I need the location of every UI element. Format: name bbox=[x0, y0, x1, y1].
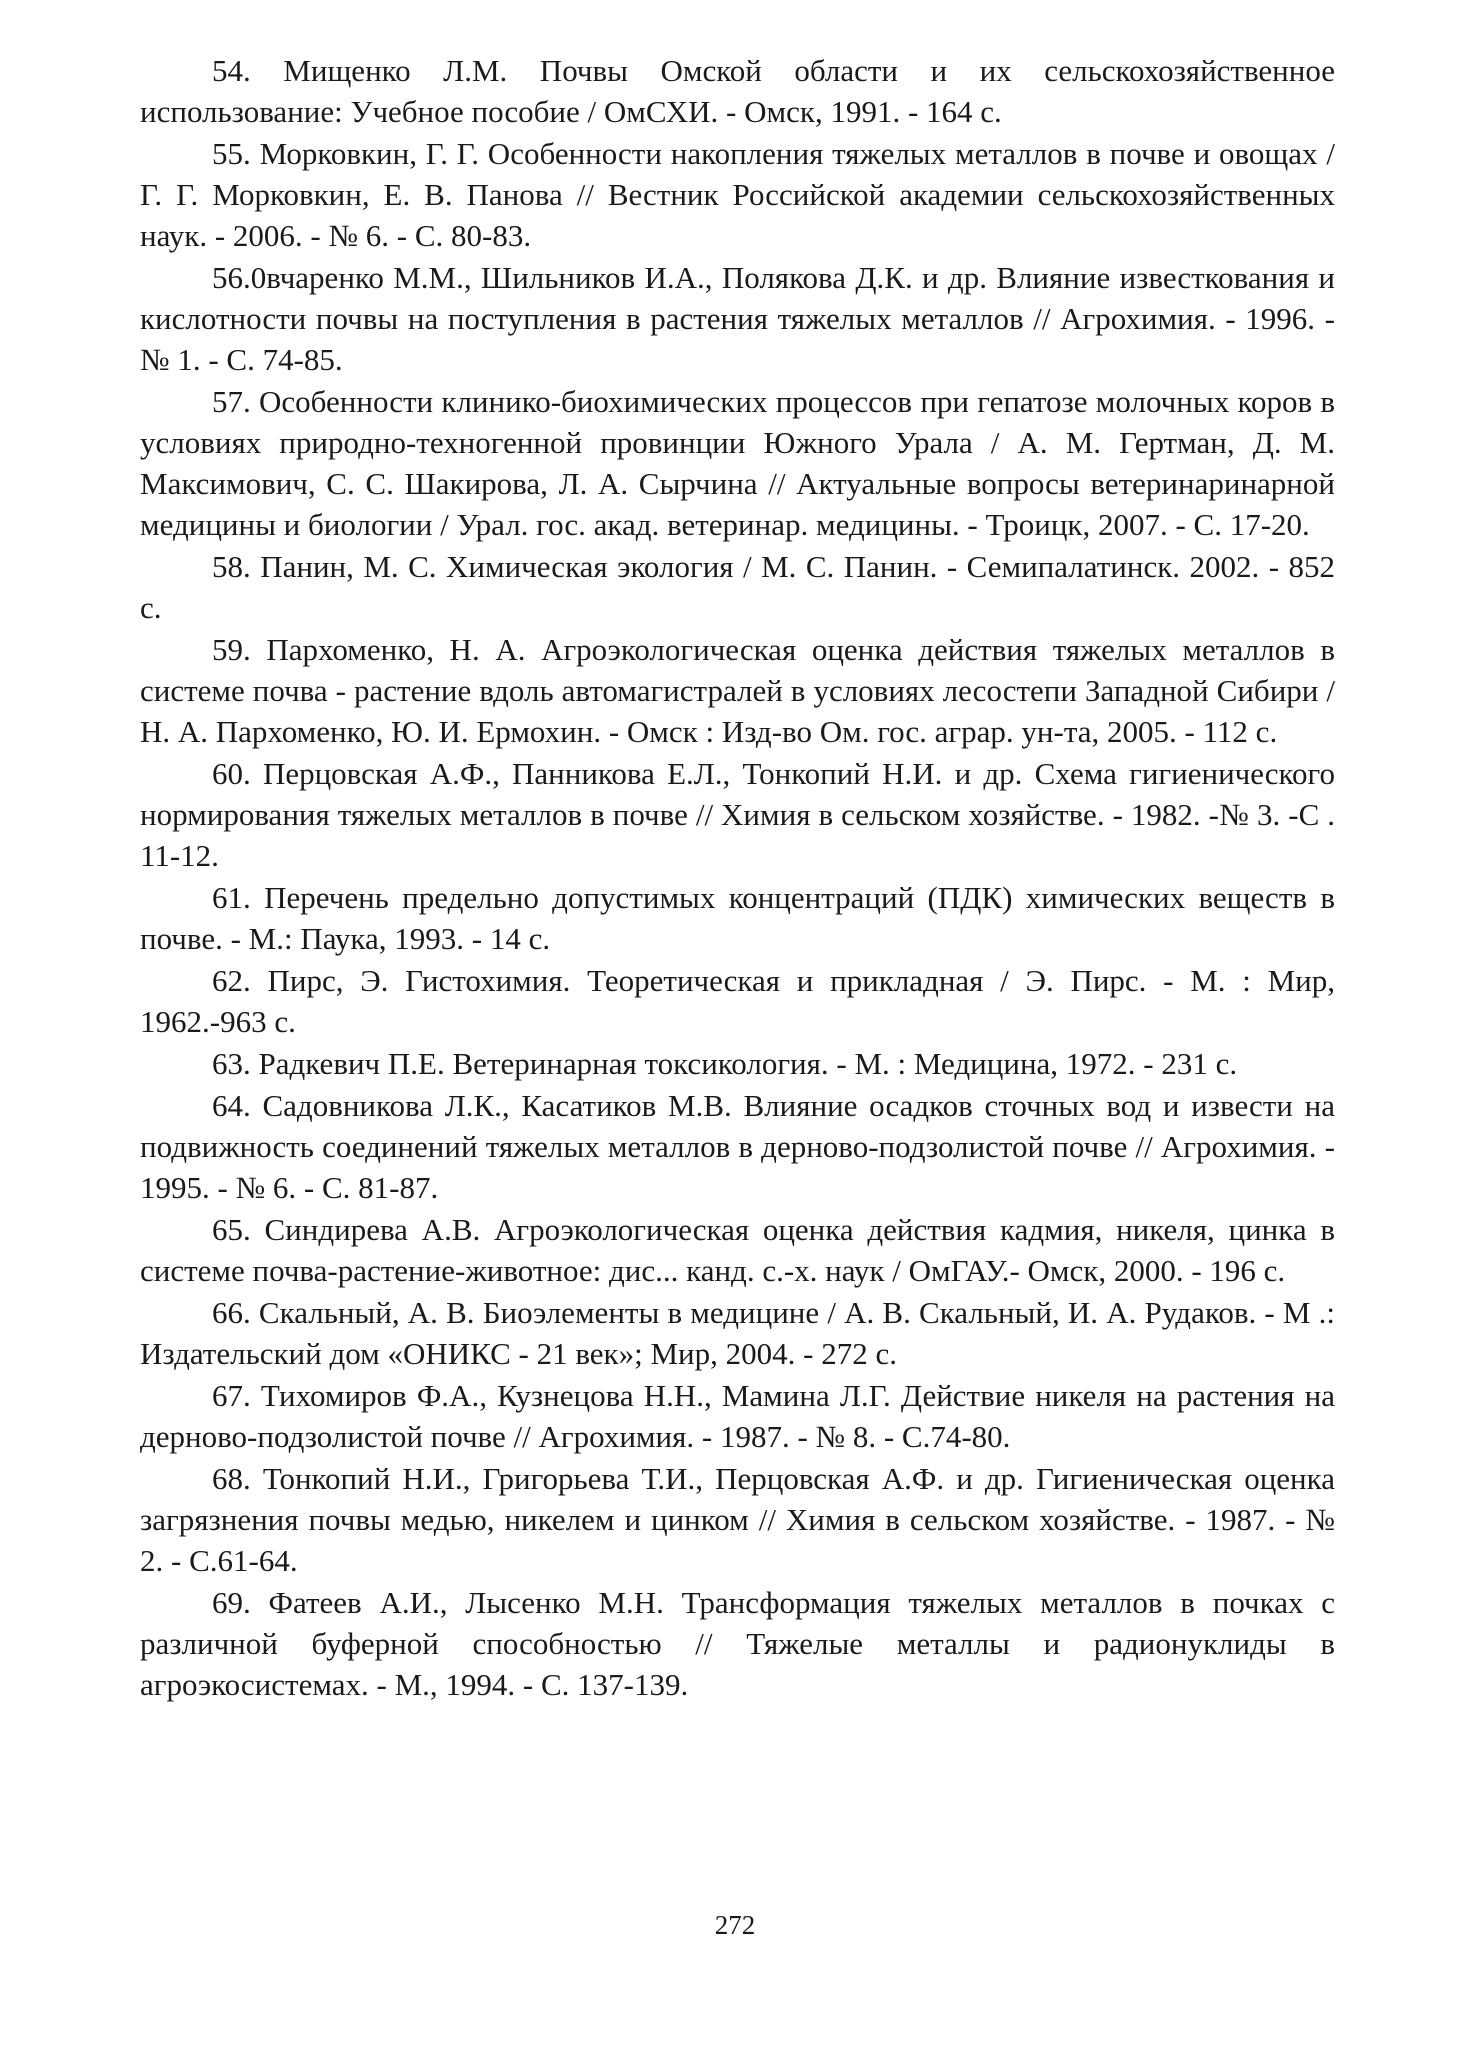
reference-item: 62. Пирс, Э. Гистохимия. Теоретическая и прикладная / Э. Пирс. - М. : Мир, 1962.-963 с. bbox=[140, 963, 1335, 1039]
reference-item: 64. Садовникова Л.К., Касатиков М.В. Влияние осадков сточных вод и извести на подвижность соединений тяжелых металлов в дерново-подзолистой почве // Агрохимия. - 1995. - № 6. - С. 81-87. bbox=[140, 1088, 1335, 1205]
reference-item: 58. Панин, М. С. Химическая экология / М. С. Панин. - Семипалатинск. 2002. - 852 с. bbox=[140, 549, 1335, 625]
reference-item: 67. Тихомиров Ф.А., Кузнецова Н.Н., Мамина Л.Г. Действие никеля на растения на дерново-подзолистой почве // Агрохимия. - 1987. - № 8. - С.74-80. bbox=[140, 1378, 1335, 1454]
reference-list bbox=[140, 50, 1335, 1706]
reference-item: 55. Морковкин, Г. Г. Особенности накопления тяжелых металлов в почве и овощах / Г. Г. Морковкин, Е. В. Панова // Вестник Российской академии сельскохозяйственных наук. - 2006. - № 6. - С. 80-83. bbox=[140, 136, 1335, 253]
reference-item: 57. Особенности клинико-биохимических процессов при гепатозе молочных коров в условиях природно-техногенной провинции Южного Урала / А. М. Гертман, Д. М. Максимович, С. С. Шакирова, Л. А. Сырчина // Актуальные вопросы ветеринаринарной медицины и биологии / Урал. гос. акад. ветеринар. медицины. - Троицк, 2007. - С. 17-20. bbox=[140, 384, 1335, 542]
reference-item: 69. Фатеев А.И., Лысенко М.Н. Трансформация тяжелых металлов в почках с различной буферной способностью // Тяжелые металлы и радионуклиды в агроэкосистемах. - М., 1994. - С. 137-139. bbox=[140, 1585, 1335, 1702]
reference-item: 68. Тонкопий Н.И., Григорьева Т.И., Перцовская А.Ф. и др. Гигиеническая оценка загрязнения почвы медью, никелем и цинком // Химия в сельском хозяйстве. - 1987. - № 2. - С.61-64. bbox=[140, 1461, 1335, 1578]
reference-item: 63. Радкевич П.Е. Ветеринарная токсикология. - М. : Медицина, 1972. - 231 с. bbox=[212, 1046, 1238, 1081]
page-number: 272 bbox=[714, 1910, 756, 1940]
reference-item: 66. Скальный, А. В. Биоэлементы в медицине / А. В. Скальный, И. А. Рудаков. - М .: Издательский дом «ОНИКС - 21 век»; Мир, 2004. - 272 с. bbox=[140, 1295, 1335, 1371]
reference-item: 59. Пархоменко, Н. А. Агроэкологическая оценка действия тяжелых металлов в системе почва - растение вдоль автомагистралей в условиях лесостепи Западной Сибири / Н. А. Пархоменко, Ю. И. Ермохин. - Омск : Изд-во Ом. гос. аграр. ун-та, 2005. - 112 с. bbox=[140, 632, 1335, 749]
reference-item: 60. Перцовская А.Ф., Панникова Е.Л., Тонкопий Н.И. и др. Схема гигиенического нормирования тяжелых металлов в почве // Химия в сельском хозяйстве. - 1982. -№ 3. -С . 11-12. bbox=[140, 756, 1335, 873]
reference-item: 56.0вчаренко М.М., Шильников И.А., Полякова Д.К. и др. Влияние известкования и кислотности почвы на поступления в растения тяжелых металлов // Агрохимия. - 1996. - № 1. - С. 74-85. bbox=[140, 260, 1335, 377]
reference-item: 54. Мищенко Л.М. Почвы Омской области и их сельскохозяйственное использование: Учебное пособие / ОмСХИ. - Омск, 1991. - 164 с. bbox=[140, 53, 1335, 129]
reference-item: 65. Синдирева А.В. Агроэкологическая оценка действия кадмия, никеля, цинка в системе почва-растение-животное: дис... канд. с.-х. наук / ОмГАУ.- Омск, 2000. - 196 с. bbox=[140, 1212, 1335, 1288]
reference-item: 61. Перечень предельно допустимых концентраций (ПДК) химических веществ в почве. - М.: Паука, 1993. - 14 с. bbox=[140, 880, 1335, 956]
